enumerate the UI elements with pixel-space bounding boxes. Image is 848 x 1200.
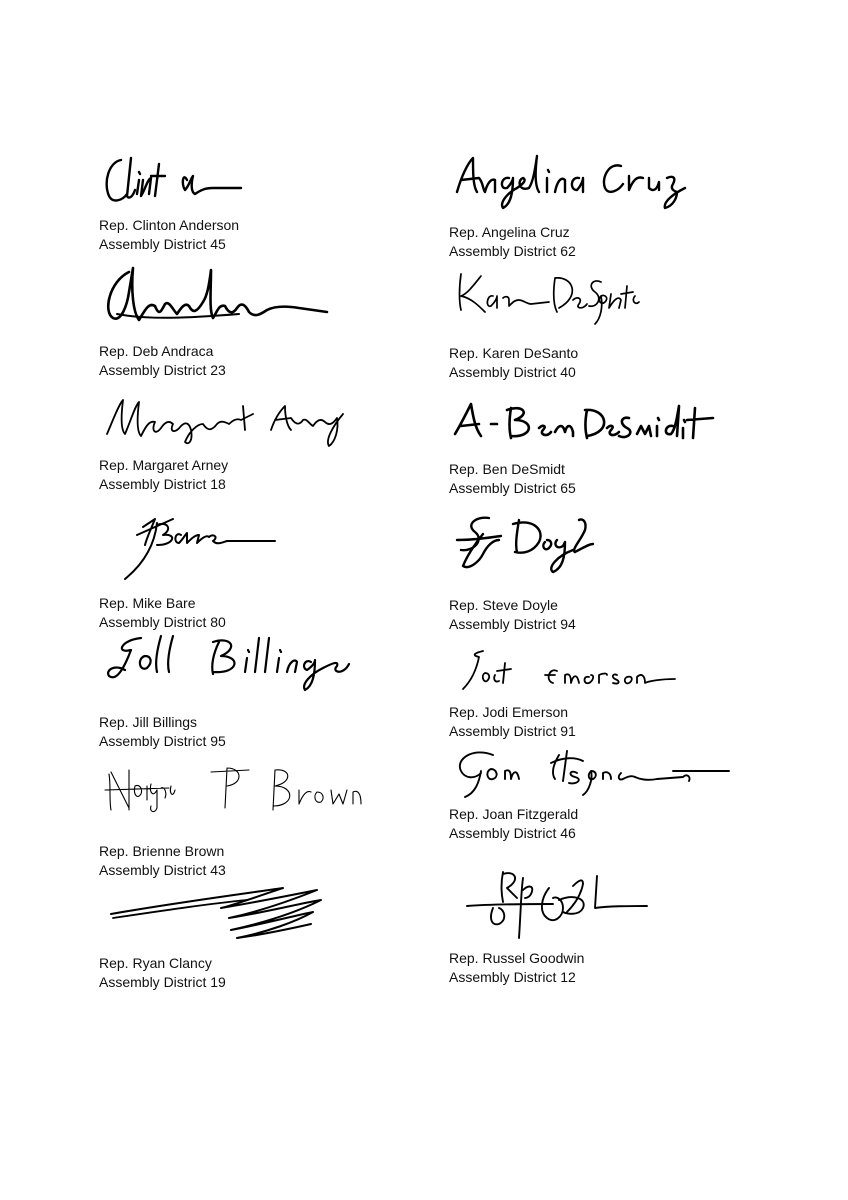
signature-clancy <box>107 882 347 952</box>
signer-label <box>449 805 578 843</box>
signer-name: Rep. Brienne Brown <box>99 843 225 859</box>
signer-district: Assembly District 80 <box>99 614 226 630</box>
signer-district: Assembly District 65 <box>449 480 576 496</box>
signature-andraca <box>99 262 339 332</box>
signer-district: Assembly District 18 <box>99 476 226 492</box>
signer-district: Assembly District 91 <box>449 723 576 739</box>
signer-label <box>99 713 226 751</box>
signer-name: Rep. Karen DeSanto <box>449 345 579 361</box>
signature-desanto <box>451 266 641 336</box>
signer-label <box>449 460 576 498</box>
signer-label <box>99 342 226 380</box>
signer-district: Assembly District 43 <box>99 862 226 878</box>
signer-district: Assembly District 94 <box>449 616 576 632</box>
signature-fitzgerald <box>451 743 751 803</box>
signer-label <box>449 703 576 741</box>
signer-label <box>99 594 226 632</box>
signature-goodwin <box>463 868 663 948</box>
signer-district: Assembly District 12 <box>449 969 576 985</box>
signer-name: Rep. Mike Bare <box>99 595 196 611</box>
signer-name: Rep. Deb Andraca <box>99 343 214 359</box>
signer-district: Assembly District 46 <box>449 825 576 841</box>
signer-name: Rep. Jodi Emerson <box>449 704 569 720</box>
signer-name: Rep. Joan Fitzgerald <box>449 806 579 822</box>
signer-name: Rep. Russel Goodwin <box>449 950 585 966</box>
signature-doyle <box>453 510 623 590</box>
signer-district: Assembly District 40 <box>449 364 576 380</box>
signature-arney <box>103 390 353 450</box>
signature-emerson <box>457 645 687 695</box>
signer-label <box>99 954 226 992</box>
signer-district: Assembly District 23 <box>99 362 226 378</box>
signature-brown <box>99 760 369 820</box>
signer-name: Rep. Steve Doyle <box>449 597 558 613</box>
signature-cruz <box>451 148 701 218</box>
signer-name: Rep. Jill Billings <box>99 714 198 730</box>
signer-label <box>449 949 584 987</box>
signer-name: Rep. Ryan Clancy <box>99 955 212 971</box>
signer-name: Rep. Clinton Anderson <box>99 217 240 233</box>
signature-desmidt <box>451 398 731 448</box>
signature-anderson <box>101 150 261 210</box>
signer-label <box>99 842 226 880</box>
signer-name: Rep. Margaret Arney <box>99 457 229 473</box>
signer-label <box>449 344 578 382</box>
signature-bare <box>117 505 297 585</box>
signer-district: Assembly District 19 <box>99 974 226 990</box>
signer-district: Assembly District 45 <box>99 236 226 252</box>
signer-label <box>99 456 228 494</box>
signer-district: Assembly District 95 <box>99 733 226 749</box>
signer-name: Rep. Ben DeSmidt <box>449 461 565 477</box>
signature-billings <box>101 630 371 700</box>
signer-label <box>99 216 239 254</box>
signer-name: Rep. Angelina Cruz <box>449 224 570 240</box>
signer-label <box>449 223 576 261</box>
signer-label <box>449 596 576 634</box>
signer-district: Assembly District 62 <box>449 243 576 259</box>
